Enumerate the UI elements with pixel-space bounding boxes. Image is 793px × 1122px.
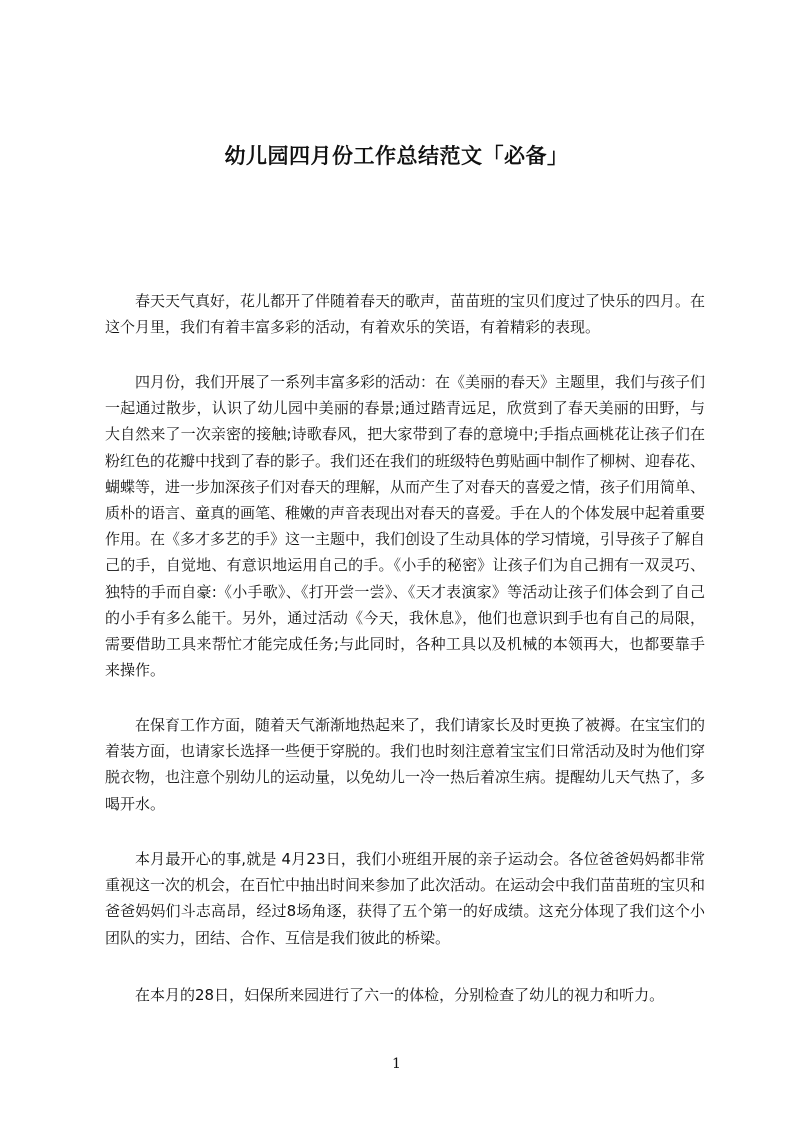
document-title: 幼儿园四月份工作总结范文「必备」 bbox=[224, 144, 569, 168]
paragraph-intro: 春天天气真好，花儿都开了伴随着春天的歌声，苗苗班的宝贝们度过了快乐的四月。在这个月里，我们有着丰富多彩的活动，有着欢乐的笑语，有着精彩的表现。 bbox=[105, 292, 706, 337]
paragraph-activities: 四月份，我们开展了一系列丰富多彩的活动：在《美丽的春天》主题里，我们与孩子们一起通过散步，认识了幼儿园中美丽的春景;通过踏青远足，欣赏到了春天美丽的田野，与大自然来了一次亲密的接触;诗歌春风，把大家带到了春的意境中;手指点画桃花让孩子们在粉红色的花瓣中找到了春的影子。我们还在我们的班级特色剪贴画中制作了柳树、迎春花、蝴蝶等，进一步加深孩子们对春天的理解，从而产生了对春天的喜爱之情，孩子们用简单、质朴的语言、童真的画笔、稚嫩的声音表现出对春天的喜爱。手在人的个体发展中起着重要作用。在《多才多艺的手》这一主题中，我们创设了生动具体的学习情境，引导孩子了解自己的手，自觉地、有意识地运用自己的手。《小手的秘密》让孩子们为自己拥有一双灵巧、独特的手而自豪:《小手歌》、《打开尝一尝》、《天才表演家》等活动让孩子们体会到了自己的小手有多么能干。另外，通过活动《今天，我休息》，他们也意识到手也有自己的局限，需要借助工具来帮忙才能完成任务;与此同时，各种工具以及机械的本领再大，也都要靠手来操作。 bbox=[105, 373, 706, 680]
paragraph-sports-meet: 本月最开心的事,就是 4月23日，我们小班组开展的亲子运动会。各位爸爸妈妈都非常重视这一次的机会，在百忙中抽出时间来参加了此次活动。在运动会中我们苗苗班的宝贝和爸爸妈妈们斗志高昂，经过8场角逐，获得了五个第一的好成绩。这充分体现了我们这个小团队的实力，团结、合作、互信是我们彼此的桥梁。 bbox=[105, 850, 706, 947]
paragraph-care: 在保育工作方面，随着天气渐渐地热起来了，我们请家长及时更换了被褥。在宝宝们的着装方面，也请家长选择一些便于穿脱的。我们也时刻注意着宝宝们日常活动及时为他们穿脱衣物，也注意个别幼儿的运动量，以免幼儿一冷一热后着凉生病。提醒幼儿天气热了，多喝开水。 bbox=[105, 716, 706, 813]
paragraph-health-check: 在本月的28日，妇保所来园进行了六一的体检，分别检查了幼儿的视力和听力。 bbox=[135, 986, 665, 1004]
page-number: 1 bbox=[392, 1056, 401, 1072]
